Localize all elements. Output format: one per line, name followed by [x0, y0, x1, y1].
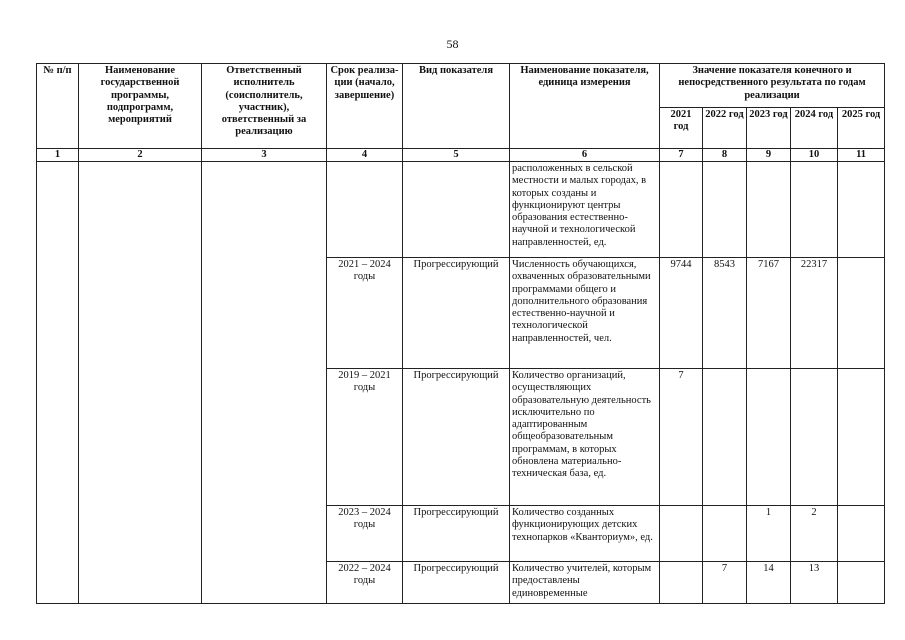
header-indicator-kind: Вид показателя — [403, 64, 510, 149]
cell-value-2025 — [838, 506, 885, 562]
table-row — [37, 162, 885, 258]
cell-value-2023: 1 — [747, 506, 791, 562]
cell-value-2024 — [791, 369, 838, 506]
cell-indicator-kind: Прогрессирующий — [403, 258, 510, 369]
cell-number — [37, 162, 79, 604]
header-year-2025: 2025 год — [838, 108, 885, 149]
cell-value-2022 — [703, 506, 747, 562]
cell-value-2025 — [838, 162, 885, 258]
cell-indicator-kind: Прогрессирующий — [403, 506, 510, 562]
header-indicator-name: Наименование показателя, единица измерения — [510, 64, 660, 149]
column-number: 2 — [79, 149, 202, 162]
column-number: 8 — [703, 149, 747, 162]
header-year-2023: 2023 год — [747, 108, 791, 149]
cell-value-2022 — [703, 162, 747, 258]
cell-value-2024: 2 — [791, 506, 838, 562]
header-term: Срок реализа-ции (начало, завершение) — [327, 64, 403, 149]
cell-value-2023 — [747, 369, 791, 506]
cell-term: 2022 – 2024 годы — [327, 562, 403, 604]
cell-indicator-name: Количество организаций, осуществляющих образовательную деятельность исключительно по адаптированным общеобразовательным программам, в которых обновлена материально-техническая база, ед. — [510, 369, 660, 506]
header-year-2021: 2021 год — [660, 108, 703, 149]
cell-indicator-name: Количество учителей, которым предоставлены единовременные — [510, 562, 660, 604]
header-year-2022: 2022 год — [703, 108, 747, 149]
cell-indicator-name: расположенных в сельской местности и малых городах, в которых созданы и функционируют центры образования естественно-научной и технологической направленностей, ед. — [510, 162, 660, 258]
cell-value-2023: 14 — [747, 562, 791, 604]
column-number: 4 — [327, 149, 403, 162]
column-numbers-row — [37, 149, 885, 162]
cell-value-2024: 13 — [791, 562, 838, 604]
header-program-name: Наименование государственной программы, подпрограмм, мероприятий — [79, 64, 202, 149]
column-number: 5 — [403, 149, 510, 162]
cell-term: 2023 – 2024 годы — [327, 506, 403, 562]
cell-value-2025 — [838, 258, 885, 369]
cell-value-2023: 7167 — [747, 258, 791, 369]
cell-value-2024: 22317 — [791, 258, 838, 369]
cell-term: 2019 – 2021 годы — [327, 369, 403, 506]
cell-value-2021 — [660, 162, 703, 258]
cell-indicator-name: Численность обучающихся, охваченных образовательными программами общего и дополнительного образования естественно-научной и технологической направленностей, чел. — [510, 258, 660, 369]
cell-value-2024 — [791, 162, 838, 258]
column-number: 11 — [838, 149, 885, 162]
cell-value-2022 — [703, 369, 747, 506]
cell-value-2023 — [747, 162, 791, 258]
column-number: 6 — [510, 149, 660, 162]
header-responsible: Ответственный исполнитель (соисполнитель, участник), ответственный за реализацию — [202, 64, 327, 149]
cell-value-2021 — [660, 562, 703, 604]
cell-indicator-kind: Прогрессирующий — [403, 369, 510, 506]
column-number: 1 — [37, 149, 79, 162]
indicators-table — [36, 63, 885, 604]
column-number: 10 — [791, 149, 838, 162]
cell-program-name — [79, 162, 202, 604]
column-number: 3 — [202, 149, 327, 162]
header-number: № п/п — [37, 64, 79, 149]
cell-value-2021 — [660, 506, 703, 562]
cell-value-2022: 7 — [703, 562, 747, 604]
header-year-2024: 2024 год — [791, 108, 838, 149]
header-values-group: Значение показателя конечного и непосредственного результата по годам реализации — [660, 64, 885, 108]
column-number: 7 — [660, 149, 703, 162]
cell-responsible — [202, 162, 327, 604]
cell-indicator-kind — [403, 162, 510, 258]
cell-term: 2021 – 2024 годы — [327, 258, 403, 369]
cell-term — [327, 162, 403, 258]
column-number: 9 — [747, 149, 791, 162]
cell-value-2021: 9744 — [660, 258, 703, 369]
cell-indicator-kind: Прогрессирующий — [403, 562, 510, 604]
cell-indicator-name: Количество созданных функционирующих детских технопарков «Кванториум», ед. — [510, 506, 660, 562]
cell-value-2022: 8543 — [703, 258, 747, 369]
cell-value-2025 — [838, 369, 885, 506]
cell-value-2021: 7 — [660, 369, 703, 506]
cell-value-2025 — [838, 562, 885, 604]
page-number: 58 — [446, 37, 459, 51]
